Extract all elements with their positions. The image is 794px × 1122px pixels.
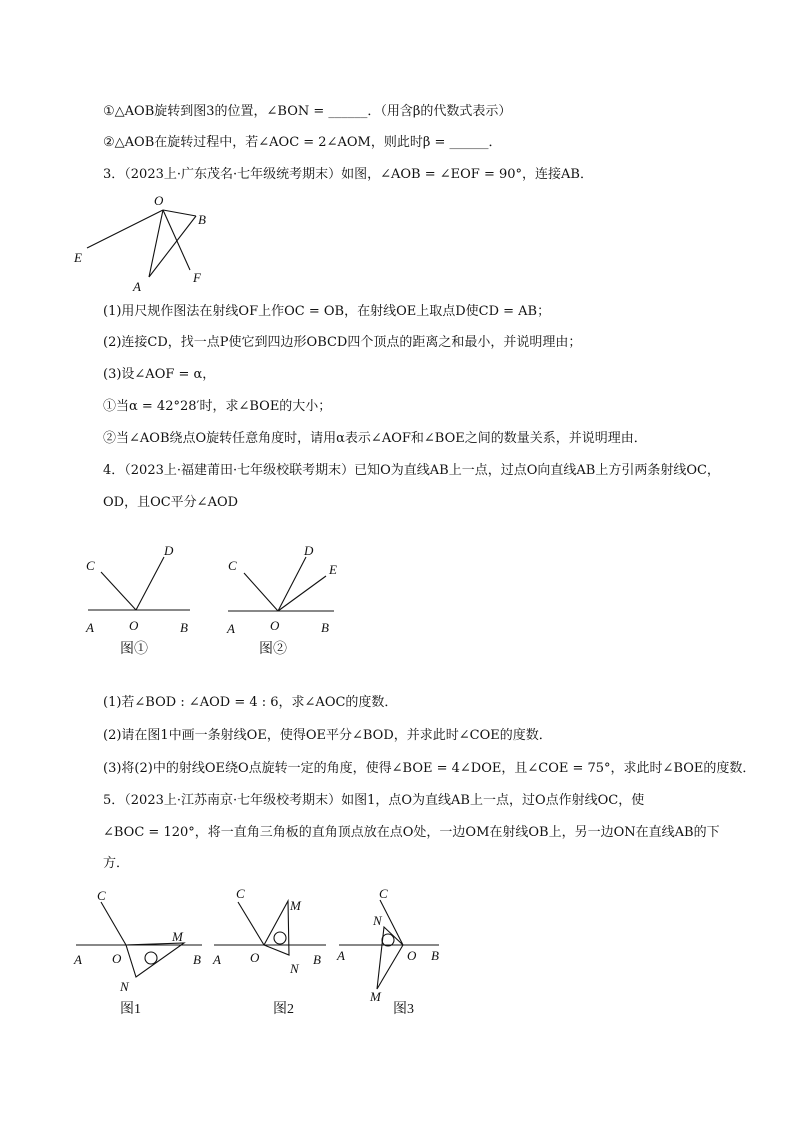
figure-q4-1: [80, 540, 210, 660]
question-5-header: 5．（2023上·江苏南京·七年级校考期末）如图1，点O为直线AB上一点，过O点作射线OC，使: [103, 793, 645, 808]
label-A: A: [227, 621, 235, 636]
triangle-OMN: [126, 943, 184, 977]
ray-OD: [278, 557, 306, 611]
ray-OC: [380, 900, 403, 945]
text-line-q3-5: ②当∠AOB绕点O旋转任意角度时，请用α表示∠AOF和∠BOE之间的数量关系，并说明理由．: [103, 431, 647, 446]
segment-OA: [149, 210, 163, 277]
text-line-q4-3: (3)将(2)中的射线OE绕O点旋转一定的角度，使得∠BOE = 4∠DOE，且∠COE = 75°，求此时∠BOE的度数．: [103, 761, 756, 776]
text-line-q5-1: ∠BOC = 120°，将一直角三角板的直角顶点放在点O处，一边OM在射线OB上，另一边ON在直线AB的下: [103, 825, 720, 840]
ray-OE: [278, 576, 326, 611]
triangle-hole: [382, 934, 394, 946]
figure-q5-3: [335, 885, 455, 1020]
text-line-q4-cont: OD，且OC平分∠AOD: [103, 495, 239, 510]
ray-OC: [101, 902, 126, 945]
label-A: A: [74, 952, 82, 967]
figure-q5-1: [70, 885, 210, 1020]
ray-OC: [244, 573, 278, 611]
label-B: B: [198, 212, 206, 227]
label-O: O: [129, 618, 139, 633]
label-O: O: [250, 950, 260, 965]
label-A: A: [86, 620, 94, 635]
segment-OE: [87, 210, 163, 248]
label-N: N: [373, 913, 382, 928]
text-line-1: ①△AOB旋转到图3的位置，∠BON = ______．（用含β的代数式表示）: [103, 104, 512, 119]
label-C: C: [379, 886, 388, 901]
text-line-q5-2: 方．: [103, 856, 130, 871]
label-N: N: [120, 979, 129, 994]
label-N: N: [290, 961, 299, 976]
label-O: O: [112, 951, 122, 966]
label-B: B: [431, 948, 439, 963]
figure-q3: [70, 190, 230, 295]
text-line-q4-1: (1)若∠BOD : ∠AOD = 4 : 6，求∠AOC的度数．: [103, 695, 398, 710]
text-line-2: ②△AOB在旋转过程中，若∠AOC = 2∠AOM，则此时β = ______．: [103, 135, 502, 150]
label-E: E: [329, 562, 337, 577]
question-3-header: 3．（2023上·广东茂名·七年级统考期末）如图，∠AOB = ∠EOF = 90°，连接AB．: [103, 167, 593, 182]
label-C: C: [97, 888, 106, 903]
label-B: B: [321, 620, 329, 635]
figure-q5-2: [210, 885, 340, 1020]
label-B: B: [180, 620, 188, 635]
label-O: O: [270, 618, 280, 633]
label-C: C: [86, 558, 95, 573]
figure-q4-2: [222, 540, 362, 660]
text-line-q3-4: ①当α = 42°28′时，求∠BOE的大小；: [103, 399, 332, 414]
caption-fig5-3: 图3: [393, 1002, 414, 1017]
label-A: A: [213, 952, 221, 967]
label-O: O: [154, 193, 164, 208]
label-O: O: [407, 948, 417, 963]
caption-fig5-1: 图1: [120, 1002, 141, 1017]
label-E: E: [74, 250, 82, 265]
ray-OD: [136, 557, 164, 610]
question-4-header: 4．（2023上·福建莆田·七年级校联考期末）已知O为直线AB上一点，过点O向直线AB上方引两条射线OC，: [103, 463, 720, 478]
caption-fig4-1: 图①: [120, 642, 148, 657]
label-D: D: [304, 543, 314, 558]
label-M: M: [370, 989, 381, 1004]
label-A: A: [133, 279, 141, 294]
label-B: B: [193, 952, 201, 967]
label-C: C: [228, 558, 237, 573]
triangle-hole: [145, 952, 157, 964]
segment-OF: [163, 210, 190, 270]
caption-fig5-2: 图2: [273, 1002, 294, 1017]
ray-OC: [101, 572, 136, 610]
label-B: B: [313, 952, 321, 967]
text-line-q3-3: (3)设∠AOF = α，: [103, 367, 216, 382]
label-C: C: [236, 886, 245, 901]
text-line-q3-1: (1)用尺规作图法在射线OF上作OC = OB，在射线OE上取点D使CD = AB；: [103, 304, 551, 319]
label-F: F: [193, 270, 201, 285]
text-line-q3-2: (2)连接CD，找一点P使它到四边形OBCD四个顶点的距离之和最小，并说明理由；: [103, 335, 582, 350]
triangle-hole: [274, 932, 286, 944]
segment-OB: [163, 210, 196, 216]
label-D: D: [164, 543, 174, 558]
triangle-OMN: [264, 901, 289, 955]
label-M: M: [290, 898, 301, 913]
label-M: M: [172, 929, 183, 944]
ray-OC: [238, 902, 264, 945]
caption-fig4-2: 图②: [259, 642, 287, 657]
text-line-q4-2: (2)请在图1中画一条射线OE，使得OE平分∠BOD，并求此时∠COE的度数．: [103, 728, 552, 743]
label-A: A: [337, 948, 345, 963]
